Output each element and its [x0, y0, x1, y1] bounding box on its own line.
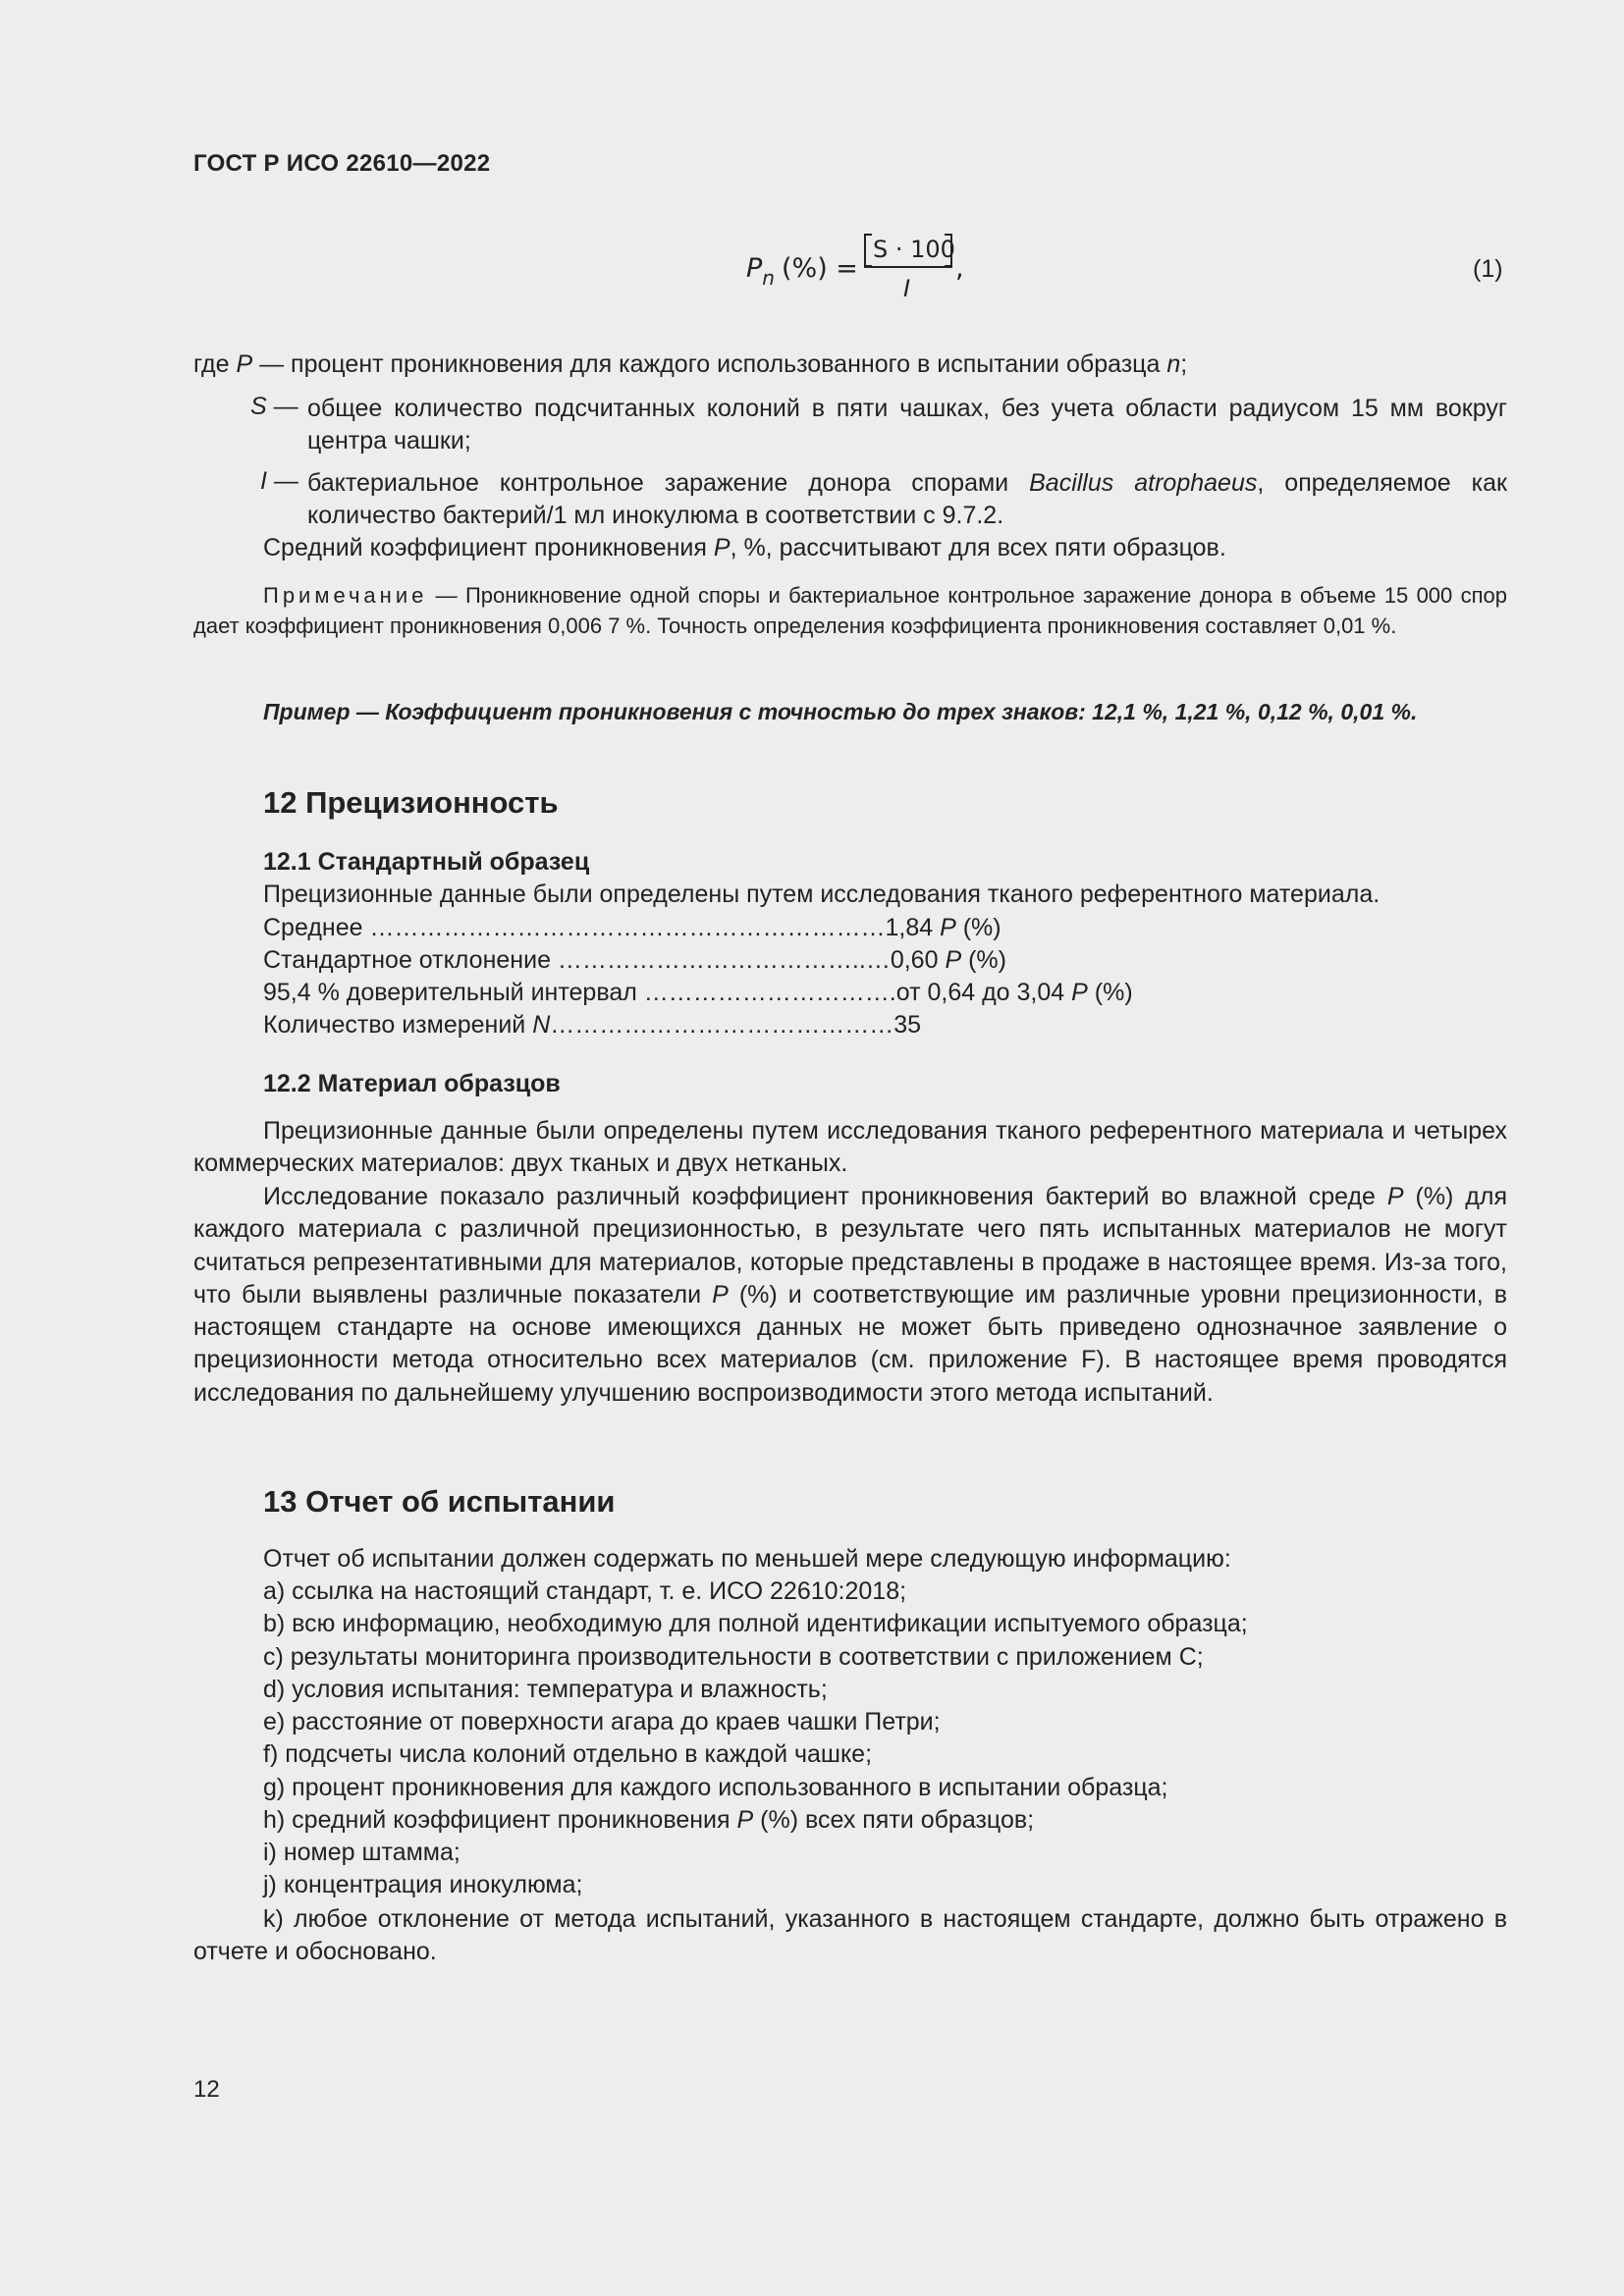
where-sym-s: S — — [250, 393, 298, 420]
section-13-title: 13 Отчет об испытании — [263, 1484, 616, 1519]
subsection-12-2-title: 12.2 Материал образцов — [263, 1070, 561, 1097]
example-line: Пример — Коэффициент проникновения с точностью до трех знаков: 12,1 %, 1,21 %, 0,12 %, 0,01 %. — [263, 699, 1418, 724]
section-12-title: 12 Прецизионность — [263, 785, 559, 820]
report-item: a) ссылка на настоящий стандарт, т. е. ИСО 22610:2018; — [263, 1577, 907, 1605]
note-label: Примечание — [263, 583, 428, 608]
formula-comma: , — [955, 253, 964, 284]
subsection-12-1-text: Прецизионные данные были определены путем исследования тканого референтного материала. — [263, 881, 1380, 908]
formula-bracket-left — [864, 234, 872, 267]
formula-fraction-bar — [864, 266, 952, 268]
formula-lhs-rest: (%) = — [782, 253, 858, 284]
report-item: e) расстояние от поверхности агара до краев чашки Петри; — [263, 1708, 941, 1735]
report-item: j) концентрация инокулюма; — [263, 1871, 583, 1898]
report-item: f) подсчеты числа колоний отдельно в каждой чашке; — [263, 1740, 873, 1768]
formula-numerator: S · 100 — [873, 236, 955, 263]
subsection-12-2-paragraph-1: Прецизионные данные были определены путем исследования тканого референтного материала и четырех коммерческих материалов: двух тканых и двух нетканых. — [193, 1117, 1507, 1178]
subsection-12-2-paragraph-2: Исследование показало различный коэффициент проникновения бактерий во влажной среде P (%) для каждого материала с различной прецизионностью, в результате чего пять испытанных материалов не могут считаться репрезентативными для материалов, которые представлены в продаже в настоящее время. Из-за того, что были выявлены различные показатели P (%) и соответствующие им различные уровни прецизионности, в настоящем стандарте на основе имеющихся данных не может быть приведено однозначное заявление о прецизионности метода относительно всех материалов (см. приложение F). В настоящее время проводятся исследования по дальнейшему улучшению воспроизводимости этого метода испытаний. — [193, 1183, 1508, 1407]
note: Примечание — Проникновение одной споры и бактериальное контрольное заражение донора в объеме 15 000 спор дает коэффициент проникновения 0,006 7 %. Точность определения коэффициента проникновения составляет 0,01 %. — [193, 583, 1507, 638]
formula-denominator: I — [903, 275, 911, 302]
stat-row-count: Количество измерений N……………………………………35 — [263, 1011, 922, 1039]
report-item: g) процент проникновения для каждого использованного в испытании образца; — [263, 1774, 1168, 1801]
where-text-i: бактериальное контрольное заражение донора спорами Bacillus atrophaeus, определяемое как количество бактерий/1 мл инокулюма в соответствии с 9.7.2. — [307, 469, 1507, 530]
stat-row-interval: 95,4 % доверительный интервал ………………………….от 0,64 до 3,04 P (%) — [263, 979, 1133, 1006]
formula-lhs: $P_n$ — [746, 253, 775, 290]
formula-number: (1) — [1473, 255, 1503, 283]
where-line-p: где P — процент проникновения для каждого использованного в испытании образца n; — [193, 350, 1188, 378]
where-text-s: общее количество подсчитанных колоний в пяти чашках, без учета области радиусом 15 мм вокруг центра чашки; — [307, 395, 1507, 455]
stat-row-std: Стандартное отклонение ………………………………..…0,60 P (%) — [263, 946, 1006, 974]
section-13-intro: Отчет об испытании должен содержать по меньшей мере следующую информацию: — [263, 1545, 1231, 1573]
where-sym-i: I — — [260, 467, 298, 495]
document-header: ГОСТ Р ИСО 22610—2022 — [193, 150, 491, 177]
report-item-k: k) любое отклонение от метода испытаний, указанного в настоящем стандарте, должно быть отражено в отчете и обосновано. — [193, 1905, 1507, 1966]
stat-row-mean: Среднее ………………………………………………………1,84 P (%) — [263, 914, 1001, 941]
report-item: i) номер штамма; — [263, 1839, 460, 1866]
report-item: h) средний коэффициент проникновения P (%) всех пяти образцов; — [263, 1806, 1035, 1834]
average-line: Средний коэффициент проникновения P, %, рассчитывают для всех пяти образцов. — [263, 534, 1226, 561]
formula-bracket-right — [945, 234, 952, 267]
report-item: b) всю информацию, необходимую для полной идентификации испытуемого образца; — [263, 1610, 1248, 1637]
report-item: d) условия испытания: температура и влажность; — [263, 1676, 828, 1703]
page-number: 12 — [193, 2076, 220, 2103]
report-item: c) результаты мониторинга производительности в соответствии с приложением C; — [263, 1643, 1204, 1671]
subsection-12-1-title: 12.1 Стандартный образец — [263, 848, 590, 876]
